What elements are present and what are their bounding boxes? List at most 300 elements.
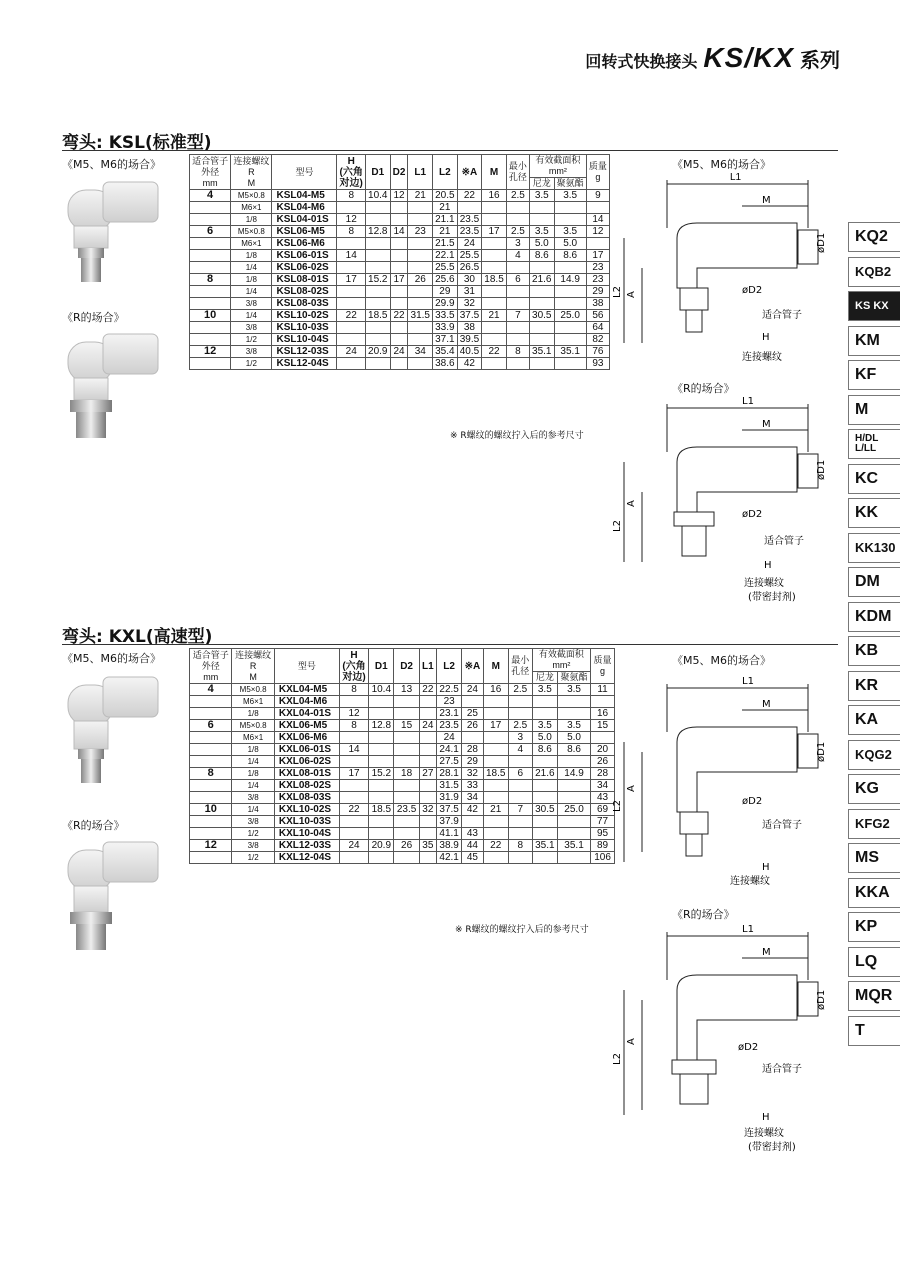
cell-a: 40.5	[457, 346, 482, 358]
cell-l2: 42.1	[436, 852, 461, 864]
cell-part: KXL04-M5	[274, 684, 339, 696]
side-tab-lq[interactable]: LQ	[848, 947, 900, 977]
cell-d1: 12.8	[369, 720, 394, 732]
cell-thread: 1/8	[231, 274, 272, 286]
cell-thread: M6×1	[232, 696, 274, 708]
side-tab-kqg2[interactable]: KQG2	[848, 740, 900, 770]
cell-a: 22	[457, 190, 482, 202]
cell-l1	[408, 286, 433, 298]
cell-l2: 22.5	[436, 684, 461, 696]
cell-l2: 37.9	[436, 816, 461, 828]
cell-part: KXL10-03S	[274, 816, 339, 828]
cell-hole	[506, 298, 529, 310]
side-tab-kdm[interactable]: KDM	[848, 602, 900, 632]
cell-g: 76	[586, 346, 609, 358]
cell-m: 21	[482, 310, 507, 322]
cell-hole	[508, 756, 532, 768]
cell-l1	[419, 756, 436, 768]
cell-pu	[554, 202, 586, 214]
cell-size: 12	[190, 346, 231, 358]
cell-l2: 31.5	[436, 780, 461, 792]
th-a: ※A	[462, 649, 483, 684]
cell-size	[190, 202, 231, 214]
cell-l2: 23.1	[436, 708, 461, 720]
side-tab-kqb2[interactable]: KQB2	[848, 257, 900, 287]
cell-size	[190, 358, 231, 370]
ksl-diagram-caption-r: 《R的场合》	[672, 382, 735, 395]
kxl-diagram-caption-r: 《R的场合》	[672, 908, 735, 921]
cell-h: 24	[339, 840, 368, 852]
th-d1: D1	[365, 155, 390, 190]
cell-d1	[365, 298, 390, 310]
cell-d2: 24	[390, 346, 408, 358]
cell-h: 8	[339, 684, 368, 696]
cell-part: KXL08-03S	[274, 792, 339, 804]
cell-size: 10	[190, 310, 231, 322]
cell-d2	[394, 792, 419, 804]
cell-part: KXL12-04S	[274, 852, 339, 864]
cell-thread: M5×0.8	[232, 684, 274, 696]
cell-size	[190, 334, 231, 346]
table-row	[190, 358, 610, 370]
cell-a: 32	[462, 768, 483, 780]
cell-l1: 31.5	[408, 310, 433, 322]
th-area: 有效截面积 mm²	[529, 155, 586, 178]
kxl-m-d2: øD2	[742, 796, 763, 807]
cell-m	[483, 744, 508, 756]
ksl-r-a: A	[626, 500, 637, 507]
cell-part: KSL06-M5	[272, 226, 337, 238]
cell-l2: 33.5	[433, 310, 458, 322]
side-tab-dm[interactable]: DM	[848, 567, 900, 597]
side-tab-kp[interactable]: KP	[848, 912, 900, 942]
cell-pu	[554, 262, 586, 274]
cell-ny	[529, 262, 554, 274]
cell-g: 28	[591, 768, 615, 780]
cell-d1: 12.8	[365, 226, 390, 238]
th-m: M	[483, 649, 508, 684]
cell-hole: 7	[508, 804, 532, 816]
cell-m	[483, 792, 508, 804]
cell-a: 39.5	[457, 334, 482, 346]
cell-h	[339, 816, 368, 828]
cell-a: 23.5	[457, 214, 482, 226]
cell-pu	[557, 780, 590, 792]
cell-part: KXL06-02S	[274, 756, 339, 768]
cell-pu	[557, 852, 590, 864]
cell-l2: 21	[433, 226, 458, 238]
cell-d1	[365, 334, 390, 346]
cell-d1: 15.2	[365, 274, 390, 286]
cell-l2: 23	[436, 696, 461, 708]
cell-size	[190, 732, 232, 744]
cell-a: 25	[462, 708, 483, 720]
kxl-photo-caption-m: 《M5、M6的场合》	[62, 652, 161, 665]
cell-h	[339, 780, 368, 792]
side-tab-mqr[interactable]: MQR	[848, 981, 900, 1011]
cell-part: KXL06-M5	[274, 720, 339, 732]
side-tab-kg[interactable]: KG	[848, 774, 900, 804]
side-tab-kka[interactable]: KKA	[848, 878, 900, 908]
kxl-r-a: A	[626, 1038, 637, 1045]
cell-m	[482, 334, 507, 346]
cell-m: 16	[483, 684, 508, 696]
cell-g: 29	[586, 286, 609, 298]
cell-hole: 2.5	[508, 684, 532, 696]
cell-part: KSL10-04S	[272, 334, 337, 346]
cell-size	[190, 696, 232, 708]
side-tab-m[interactable]: M	[848, 395, 900, 425]
cell-d2	[390, 322, 408, 334]
table-row	[190, 708, 615, 720]
cell-g: 69	[591, 804, 615, 816]
cell-h: 24	[337, 346, 366, 358]
kxl-r-fitting-photo	[58, 830, 178, 955]
cell-l2: 22.1	[433, 250, 458, 262]
cell-h: 8	[337, 226, 366, 238]
ksl-r-l2: L2	[612, 520, 623, 532]
cell-part: KSL06-01S	[272, 250, 337, 262]
ksl-r-d1: øD1	[816, 459, 827, 480]
cell-m	[482, 358, 507, 370]
ksl-m-m: M	[762, 195, 771, 206]
cell-hole	[508, 792, 532, 804]
cell-l1: 32	[419, 804, 436, 816]
cell-d2	[394, 852, 419, 864]
kxl-diagram-caption-m: 《M5、M6的场合》	[672, 654, 771, 667]
cell-h	[337, 322, 366, 334]
cell-h	[339, 828, 368, 840]
cell-thread: 3/8	[231, 298, 272, 310]
table-row	[190, 756, 615, 768]
cell-ny	[529, 214, 554, 226]
th-pu: 聚氨酯	[554, 178, 586, 190]
cell-ny	[529, 286, 554, 298]
cell-h	[339, 696, 368, 708]
table-row	[190, 334, 610, 346]
cell-hole	[506, 322, 529, 334]
cell-m	[482, 262, 507, 274]
cell-g: 23	[586, 262, 609, 274]
th-area: 有效截面积 mm²	[532, 649, 590, 672]
ksl-m-l2: L2	[612, 286, 623, 298]
ksl-r-tube: 适合管子	[764, 536, 804, 547]
cell-a: 30	[457, 274, 482, 286]
cell-m: 17	[482, 226, 507, 238]
cell-pu	[557, 828, 590, 840]
kxl-r-l2: L2	[612, 1053, 623, 1065]
cell-thread: M6×1	[231, 202, 272, 214]
cell-pu	[554, 358, 586, 370]
cell-pu: 14.9	[554, 274, 586, 286]
cell-g: 15	[591, 720, 615, 732]
ksl-photo-caption-m: 《M5、M6的场合》	[62, 158, 161, 171]
cell-a: 29	[462, 756, 483, 768]
th-l2: L2	[436, 649, 461, 684]
cell-l2: 28.1	[436, 768, 461, 780]
cell-part: KSL08-01S	[272, 274, 337, 286]
cell-d1	[365, 286, 390, 298]
cell-h: 22	[337, 310, 366, 322]
cell-ny: 35.1	[532, 840, 557, 852]
side-tab-kc[interactable]: KC	[848, 464, 900, 494]
cell-thread: 1/2	[232, 852, 274, 864]
cell-thread: 1/4	[231, 286, 272, 298]
cell-l1	[408, 262, 433, 274]
cell-h	[339, 792, 368, 804]
side-tab-kb[interactable]: KB	[848, 636, 900, 666]
cell-m	[483, 816, 508, 828]
cell-pu: 8.6	[557, 744, 590, 756]
cell-d1	[365, 238, 390, 250]
kxl-r-dimension-drawing	[612, 920, 844, 1155]
cell-hole	[508, 828, 532, 840]
cell-a	[457, 202, 482, 214]
cell-pu	[557, 708, 590, 720]
side-tab-kf[interactable]: KF	[848, 360, 900, 390]
kxl-m-h: H	[762, 862, 770, 873]
cell-m: 22	[483, 840, 508, 852]
cell-pu: 5.0	[557, 732, 590, 744]
cell-l1	[408, 358, 433, 370]
cell-hole	[506, 358, 529, 370]
th-mass: 质量 g	[591, 649, 615, 684]
cell-a: 31	[457, 286, 482, 298]
kxl-r-d1: øD1	[816, 989, 827, 1010]
cell-pu	[554, 322, 586, 334]
cell-h	[337, 202, 366, 214]
table-row	[190, 250, 610, 262]
kxl-m-fitting-photo	[58, 665, 178, 795]
cell-m: 18.5	[483, 768, 508, 780]
cell-l1: 34	[408, 346, 433, 358]
side-tab-ms[interactable]: MS	[848, 843, 900, 873]
cell-d1	[365, 358, 390, 370]
cell-size: 6	[190, 720, 232, 732]
cell-thread: M6×1	[232, 732, 274, 744]
ksl-r-thread: 连接螺纹	[744, 578, 784, 589]
th-l1: L1	[419, 649, 436, 684]
cell-m	[483, 696, 508, 708]
side-tab-kk[interactable]: KK	[848, 498, 900, 528]
cell-size	[190, 286, 231, 298]
cell-thread: 3/8	[232, 792, 274, 804]
cell-l1	[419, 816, 436, 828]
cell-l1	[408, 250, 433, 262]
table-row	[190, 684, 615, 696]
cell-d1	[369, 708, 394, 720]
ksl-r-d2: øD2	[742, 509, 763, 520]
section-ksl-rule	[62, 150, 838, 151]
cell-hole: 4	[506, 250, 529, 262]
th-part: 型号	[274, 649, 339, 684]
cell-hole: 2.5	[506, 226, 529, 238]
ksl-m-dimension-drawing	[612, 168, 844, 378]
cell-l2: 21.5	[433, 238, 458, 250]
cell-pu: 3.5	[554, 190, 586, 202]
table-row	[190, 298, 610, 310]
cell-d2: 12	[390, 190, 408, 202]
cell-part: KXL04-01S	[274, 708, 339, 720]
cell-g: 26	[591, 756, 615, 768]
cell-g: 23	[586, 274, 609, 286]
side-tab-kq2[interactable]: KQ2	[848, 222, 900, 252]
cell-ny	[529, 202, 554, 214]
cell-size	[190, 298, 231, 310]
cell-m: 17	[483, 720, 508, 732]
cell-ny	[529, 334, 554, 346]
kxl-m-tube: 适合管子	[762, 820, 802, 831]
cell-l1	[408, 298, 433, 310]
cell-part: KXL06-M6	[274, 732, 339, 744]
ksl-r-l1: L1	[742, 396, 754, 407]
cell-d2	[394, 828, 419, 840]
cell-hole	[506, 262, 529, 274]
cell-m	[482, 286, 507, 298]
cell-size	[190, 322, 231, 334]
cell-g: 77	[591, 816, 615, 828]
cell-part: KSL04-01S	[272, 214, 337, 226]
th-d1: D1	[369, 649, 394, 684]
cell-part: KSL10-02S	[272, 310, 337, 322]
cell-thread: 1/2	[231, 358, 272, 370]
th-h: H (六角 对边)	[339, 649, 368, 684]
cell-part: KXL04-M6	[274, 696, 339, 708]
cell-size: 10	[190, 804, 232, 816]
cell-l2: 23.5	[436, 720, 461, 732]
cell-g: 17	[586, 250, 609, 262]
cell-part: KSL10-03S	[272, 322, 337, 334]
kxl-r-seal: (带密封剂)	[748, 1142, 796, 1153]
cell-l2: 31.9	[436, 792, 461, 804]
cell-l2: 37.1	[433, 334, 458, 346]
cell-size	[190, 780, 232, 792]
ksl-m-d2: øD2	[742, 285, 763, 296]
cell-d1: 15.2	[369, 768, 394, 780]
cell-ny	[532, 756, 557, 768]
table-row	[190, 214, 610, 226]
cell-h	[339, 756, 368, 768]
cell-h	[337, 286, 366, 298]
cell-d2: 13	[394, 684, 419, 696]
cell-hole	[508, 780, 532, 792]
cell-l1	[408, 334, 433, 346]
th-mass: 质量 g	[586, 155, 609, 190]
cell-pu	[554, 286, 586, 298]
cell-l2: 38.9	[436, 840, 461, 852]
cell-a: 43	[462, 828, 483, 840]
cell-h: 14	[339, 744, 368, 756]
cell-size	[190, 852, 232, 864]
cell-size	[190, 792, 232, 804]
ksl-m-tube: 适合管子	[762, 310, 802, 321]
cell-size	[190, 828, 232, 840]
cell-a	[462, 816, 483, 828]
cell-part: KXL12-03S	[274, 840, 339, 852]
cell-l2: 29.9	[433, 298, 458, 310]
cell-g: 56	[586, 310, 609, 322]
side-tab-ka[interactable]: KA	[848, 705, 900, 735]
side-tab-h-dl-l-ll[interactable]: H/DL L/LL	[848, 429, 900, 459]
cell-l2: 29	[433, 286, 458, 298]
cell-m	[482, 250, 507, 262]
kxl-m-dimension-drawing	[612, 672, 844, 892]
cell-a: 45	[462, 852, 483, 864]
cell-d1: 10.4	[365, 190, 390, 202]
side-tab-kr[interactable]: KR	[848, 671, 900, 701]
th-nylon: 尼龙	[529, 178, 554, 190]
cell-l1	[419, 708, 436, 720]
cell-g: 34	[591, 780, 615, 792]
cell-h: 8	[337, 190, 366, 202]
side-tab-kfg2[interactable]: KFG2	[848, 809, 900, 839]
header-suffix: 系列	[800, 48, 840, 72]
cell-l1: 26	[408, 274, 433, 286]
cell-m: 21	[483, 804, 508, 816]
cell-l1	[419, 828, 436, 840]
cell-ny	[532, 852, 557, 864]
kxl-r-h: H	[762, 1112, 770, 1123]
kxl-note: ※ R螺纹的螺纹拧入后的参考尺寸	[455, 925, 589, 935]
cell-g: 9	[586, 190, 609, 202]
side-tab-kk130[interactable]: KK130	[848, 533, 900, 563]
cell-size	[190, 816, 232, 828]
cell-l2: 20.5	[433, 190, 458, 202]
cell-g	[591, 696, 615, 708]
cell-l1: 22	[419, 684, 436, 696]
cell-pu: 35.1	[557, 840, 590, 852]
th-hole: 最小 孔径	[506, 155, 529, 190]
cell-pu: 3.5	[554, 226, 586, 238]
table-row	[190, 720, 615, 732]
kxl-m-thread: 连接螺纹	[730, 876, 770, 887]
cell-pu: 25.0	[557, 804, 590, 816]
th-pu: 聚氨酯	[557, 672, 590, 684]
cell-part: KSL12-03S	[272, 346, 337, 358]
cell-thread: 1/4	[232, 804, 274, 816]
ksl-r-m: M	[762, 419, 771, 430]
table-row	[190, 346, 610, 358]
cell-a: 26.5	[457, 262, 482, 274]
cell-d2: 17	[390, 274, 408, 286]
table-row	[190, 744, 615, 756]
cell-d1	[369, 828, 394, 840]
cell-g: 64	[586, 322, 609, 334]
cell-ny	[532, 708, 557, 720]
cell-h	[339, 732, 368, 744]
cell-hole	[508, 852, 532, 864]
table-row	[190, 780, 615, 792]
cell-l2: 21	[433, 202, 458, 214]
cell-thread: 1/8	[231, 250, 272, 262]
cell-g: 20	[591, 744, 615, 756]
ksl-r-dimension-drawing	[612, 392, 844, 607]
side-tab-ks-kx[interactable]: KS KX	[848, 291, 900, 321]
side-tab-km[interactable]: KM	[848, 326, 900, 356]
cell-l1: 21	[408, 190, 433, 202]
cell-ny: 21.6	[529, 274, 554, 286]
side-tab-t[interactable]: T	[848, 1016, 900, 1046]
cell-g: 82	[586, 334, 609, 346]
ksl-photo-caption-r: 《R的场合》	[62, 311, 125, 324]
cell-h: 17	[337, 274, 366, 286]
cell-g: 89	[591, 840, 615, 852]
kxl-r-m: M	[762, 947, 771, 958]
cell-d1: 20.9	[369, 840, 394, 852]
ksl-r-fitting-photo	[58, 322, 178, 442]
cell-m: 16	[482, 190, 507, 202]
th-a: ※A	[457, 155, 482, 190]
